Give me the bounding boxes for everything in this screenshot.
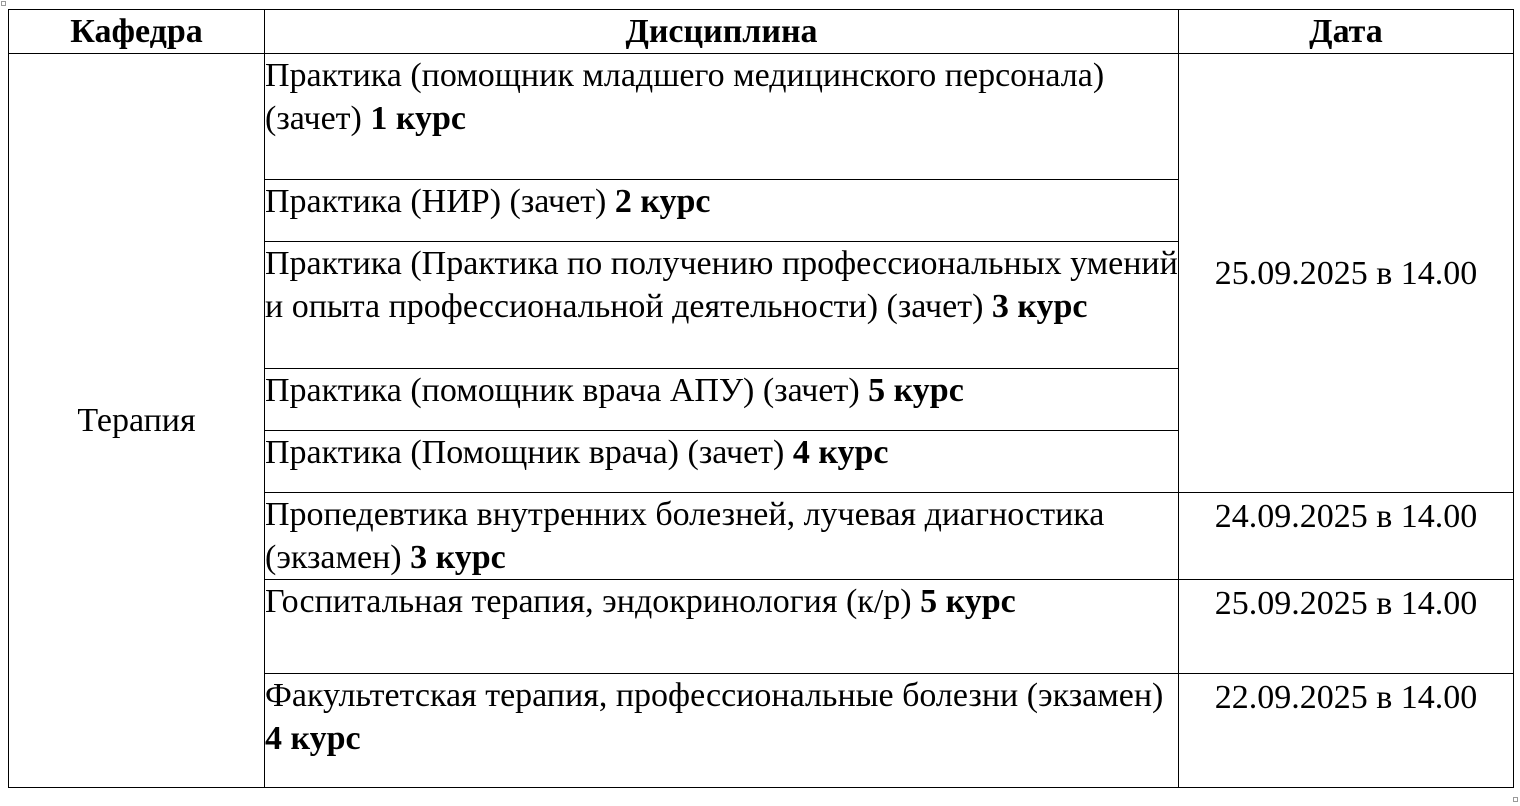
table-header-row <box>9 10 1514 54</box>
course-label: 1 курс <box>370 100 466 137</box>
course-label: 3 курс <box>410 539 506 576</box>
header-department: Кафедра <box>9 10 265 54</box>
date-cell-merged: 25.09.2025 в 14.00 <box>1179 54 1514 493</box>
discipline-text: Пропедевтика внутренних болезней, лучевая диагностика (экзамен) <box>265 496 1105 576</box>
discipline-text: Практика (Практика по получению профессиональных умений и опыта профессиональной деятельности) (зачет) <box>265 245 1178 325</box>
course-label: 4 курс <box>792 434 889 471</box>
header-date: Дата <box>1179 10 1514 54</box>
discipline-text: Госпитальная терапия, эндокринология (к/р) <box>265 583 912 620</box>
discipline-text: Практика (помощник врача АПУ) (зачет) <box>265 372 860 409</box>
table-move-handle[interactable] <box>1 1 6 6</box>
discipline-cell <box>265 493 1179 580</box>
course-label: 4 курс <box>265 720 361 757</box>
discipline-text: Практика (помощник младшего медицинского персонала) (зачет) <box>265 57 1105 137</box>
discipline-text: Факультетская терапия, профессиональные болезни (экзамен) <box>265 677 1164 714</box>
discipline-cell <box>265 431 1179 493</box>
department-cell: Терапия <box>9 54 265 788</box>
date-cell: 25.09.2025 в 14.00 <box>1179 580 1514 674</box>
course-label: 3 курс <box>991 288 1088 325</box>
header-discipline: Дисциплина <box>265 10 1179 54</box>
schedule-table <box>8 9 1514 788</box>
discipline-cell <box>265 242 1179 369</box>
table-row <box>9 54 1514 180</box>
table-resize-handle[interactable] <box>1513 797 1518 802</box>
discipline-cell <box>265 180 1179 242</box>
discipline-text: Практика (НИР) (зачет) <box>265 183 607 220</box>
discipline-cell <box>265 54 1179 180</box>
date-cell: 22.09.2025 в 14.00 <box>1179 674 1514 788</box>
discipline-text: Практика (Помощник врача) (зачет) <box>265 434 785 471</box>
discipline-cell <box>265 674 1179 788</box>
course-label: 5 курс <box>920 583 1016 620</box>
course-label: 2 курс <box>614 183 711 220</box>
discipline-cell <box>265 369 1179 431</box>
discipline-cell <box>265 580 1179 674</box>
date-cell: 24.09.2025 в 14.00 <box>1179 493 1514 580</box>
course-label: 5 курс <box>868 372 964 409</box>
